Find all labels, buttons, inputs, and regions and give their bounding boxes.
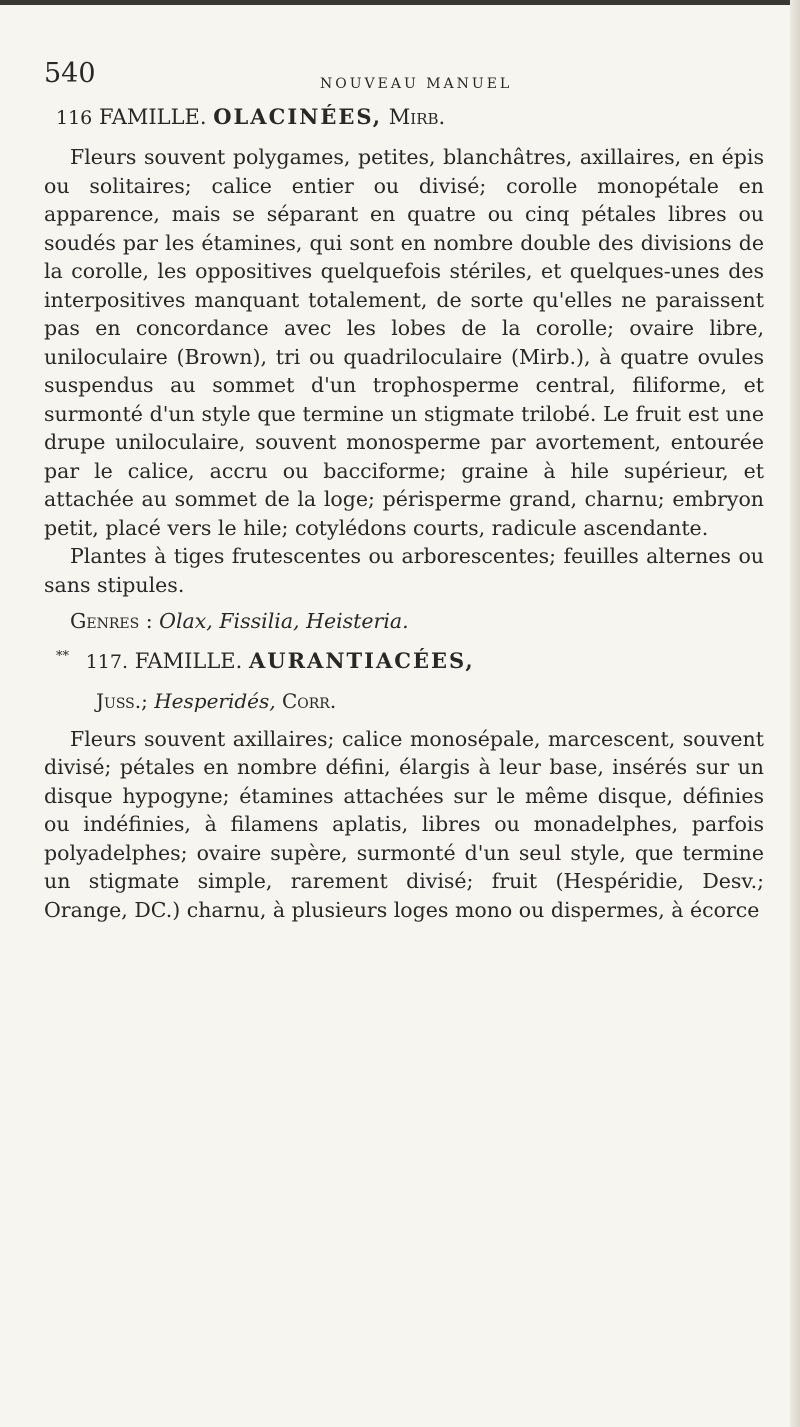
genres-label: Genres : <box>70 609 153 633</box>
family-name: OLACINÉES, <box>213 104 383 129</box>
sub-separator: ; <box>141 688 148 713</box>
genres-line <box>70 607 764 636</box>
section-heading-117 <box>56 642 764 677</box>
family-name: AURANTIACÉES, <box>248 647 475 673</box>
section-title: FAMILLE. <box>134 648 243 673</box>
section-number: 117. <box>85 650 128 673</box>
section-subheading <box>96 687 764 715</box>
description-paragraph: Fleurs souvent polygames, petites, blanchâtres, axillaires, en épis ou solitaires; calice entier ou divisé; corolle monopétale en apparence, mais se séparant en quatre ou cinq pétales libres ou soudés par les étamines, qui sont en nombre double des divisions de la corolle, les oppositives quelquefois stériles, et quelques-unes des interpositives manquant totalement, de sorte qu'elles ne paraissent pas en concordance avec les lobes de la corolle; ovaire libre, uniloculaire (Brown), tri ou quadriloculaire (Mirb.), à quatre ovules suspendus au sommet d'un trophosperme central, filiforme, et surmonté d'un style que termine un stigmate trilobé. Le fruit est une drupe uniloculaire, souvent monosperme par avortement, entourée par le calice, accru ou bacciforme; graine à hile supérieur, et attachée au sommet de la loge; périsperme grand, charnu; embryon petit, placé vers le hile; cotylédons courts, radicule ascendante. <box>44 145 764 540</box>
section-title: FAMILLE. <box>98 105 207 129</box>
running-head: NOUVEAU MANUEL <box>320 76 513 92</box>
genres-list: Olax, Fissilia, Heisteria. <box>159 609 409 633</box>
plants-paragraph: Plantes à tiges frutescentes ou arborescentes; feuilles alternes ou sans stipules. <box>44 544 764 597</box>
sub-name: Hesperidés, <box>154 688 276 713</box>
book-page <box>44 58 764 924</box>
sub-author-2: Corr. <box>281 688 337 713</box>
page-header <box>44 58 764 98</box>
description-paragraph-2: Fleurs souvent axillaires; calice monosépale, marcescent, souvent divisé; pétales en nombre défini, élargis à leur base, insérés sur un disque hypogyne; étamines attachées sur le même disque, définies ou indéfinies, à filamens aplatis, libres ou monadelphes, parfois polyadelphes; ovaire supère, surmonté d'un seul style, que termine un stigmate simple, rarement divisé; fruit (Hespéridie, Desv.; Orange, DC.) charnu, à plusieurs loges mono ou dispermes, à écorce <box>44 726 764 922</box>
section-heading-116 <box>56 102 764 133</box>
section-number: 116 <box>56 107 93 129</box>
section-author: Mirb. <box>388 105 446 129</box>
page-number: 540 <box>44 58 96 89</box>
page-right-edge <box>790 0 800 1427</box>
section-stars: ** <box>56 648 69 664</box>
page-top-edge <box>0 0 800 5</box>
sub-author-1: Juss. <box>96 688 142 713</box>
